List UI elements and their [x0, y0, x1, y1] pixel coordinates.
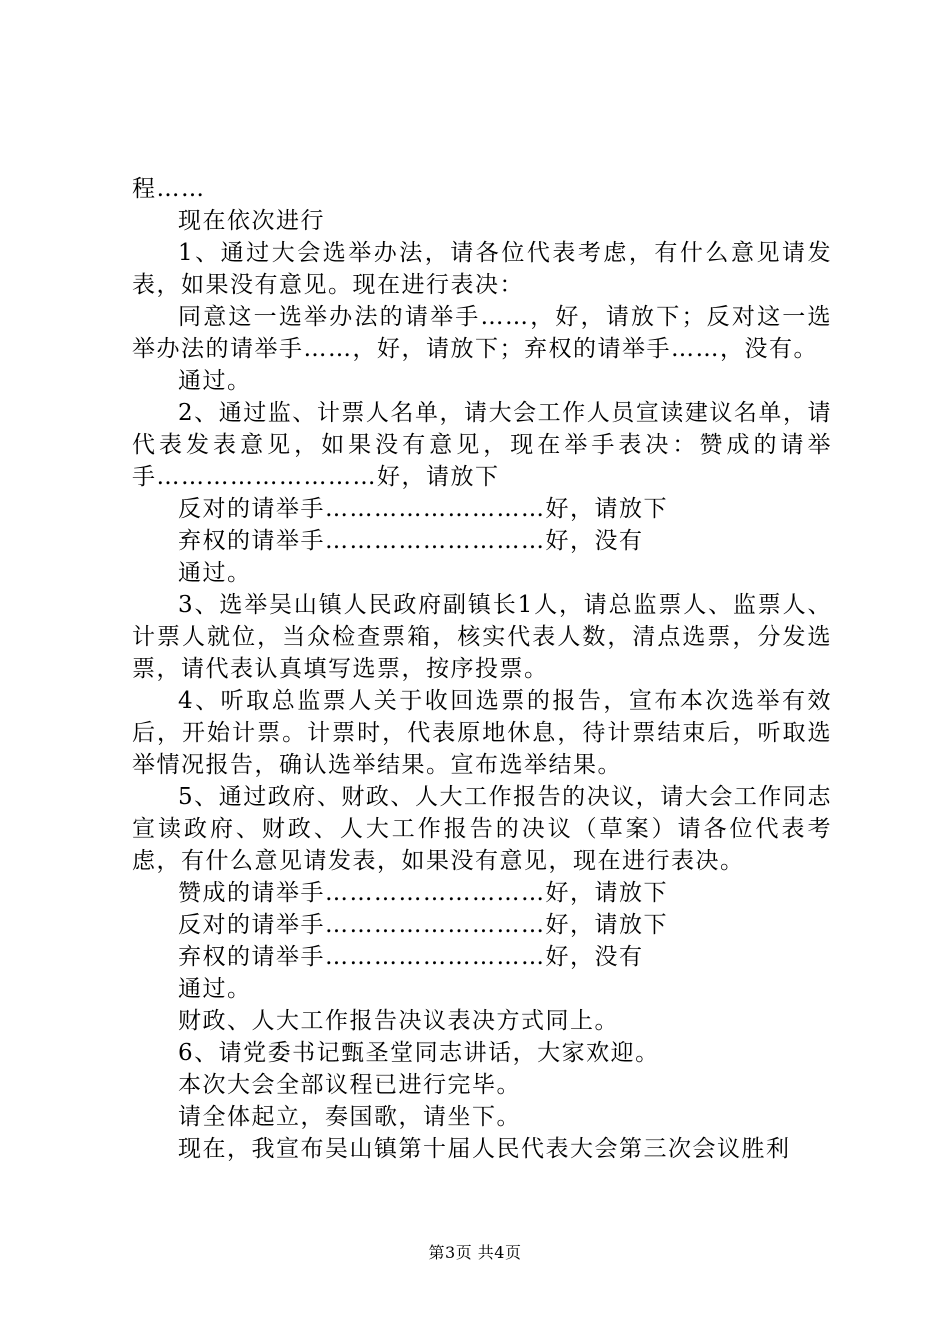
paragraph: 3、选举吴山镇人民政府副镇长1人，请总监票人、监票人、计票人就位，当众检查票箱，核实代表人数，清点选票，分发选票，请代表认真填写选票，按序投票。	[132, 592, 832, 682]
paragraph: 反对的请举手………………………好，请放下	[178, 912, 668, 938]
paragraph: 赞成的请举手………………………好，请放下	[178, 880, 668, 906]
paragraph: 通过。	[178, 560, 252, 586]
paragraph: 通过。	[178, 368, 252, 394]
page-number-label: 第3页 共4页	[428, 1243, 522, 1262]
paragraph-continuation: 程……	[132, 176, 206, 202]
paragraph: 本次大会全部议程已进行完毕。	[178, 1072, 521, 1098]
paragraph: 现在依次进行	[178, 208, 325, 234]
page-footer	[0, 1242, 950, 1264]
paragraph: 财政、人大工作报告决议表决方式同上。	[178, 1008, 619, 1034]
paragraph: 同意这一选举办法的请举手……，好，请放下；反对这一选举办法的请举手……，好，请放下；弃权的请举手……，没有。	[132, 304, 832, 362]
paragraph: 1、通过大会选举办法，请各位代表考虑，有什么意见请发表，如果没有意见。现在进行表决：	[132, 240, 832, 298]
paragraph: 弃权的请举手………………………好，没有	[178, 944, 644, 970]
paragraph: 2、通过监、计票人名单，请大会工作人员宣读建议名单，请代表发表意见，如果没有意见，现在举手表决：赞成的请举手………………………好，请放下	[132, 400, 832, 490]
paragraph: 通过。	[178, 976, 252, 1002]
paragraph: 请全体起立，奏国歌，请坐下。	[178, 1104, 521, 1130]
paragraph: 现在，我宣布吴山镇第十届人民代表大会第三次会议胜利	[178, 1136, 791, 1162]
paragraph: 6、请党委书记甄圣堂同志讲话，大家欢迎。	[178, 1040, 660, 1066]
paragraph: 反对的请举手………………………好，请放下	[178, 496, 668, 522]
paragraph: 弃权的请举手………………………好，没有	[178, 528, 644, 554]
paragraph: 5、通过政府、财政、人大工作报告的决议，请大会工作同志宣读政府、财政、人大工作报告的决议（草案）请各位代表考虑，有什么意见请发表，如果没有意见，现在进行表决。	[132, 784, 832, 874]
document-body	[132, 173, 832, 1165]
paragraph: 4、听取总监票人关于收回选票的报告，宣布本次选举有效后，开始计票。计票时，代表原地休息，待计票结束后，听取选举情况报告，确认选举结果。宣布选举结果。	[132, 688, 832, 778]
